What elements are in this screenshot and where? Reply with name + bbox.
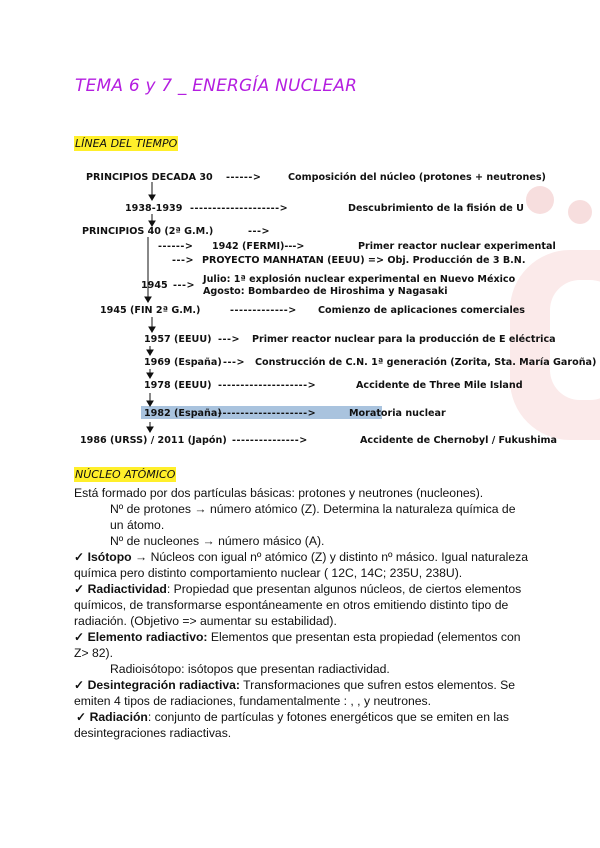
timeline-dash: ---> — [218, 334, 240, 345]
radiacion-paragraph — [76, 709, 509, 725]
timeline-dash: --------------------> — [218, 380, 317, 391]
desintegracion-line: emiten 4 tipos de radiaciones, fundamentalmente : , , y neutrones. — [74, 694, 432, 708]
timeline-label: PRINCIPIOS DECADA 30 — [86, 172, 213, 183]
timeline-event: Primer reactor nuclear para la producción de E eléctrica — [252, 334, 556, 345]
timeline-label: 1986 (URSS) / 2011 (Japón) — [80, 435, 227, 446]
nucleo-intro: Está formado por dos partículas básicas: protones y neutrones (nucleones). — [74, 486, 484, 500]
timeline-dash: ---> — [173, 280, 195, 291]
desintegracion-term: ✓ Desintegración radiactiva: — [74, 678, 240, 692]
timeline-event-detail: Agosto: Bombardeo de Hiroshima y Nagasaki — [203, 286, 448, 297]
isotopo-text: → Núcleos con igual nº atómico (Z) y distinto nº másico. Igual naturaleza — [131, 550, 528, 564]
radiacion-term: ✓ Radiación — [76, 710, 148, 724]
timeline-label: 1957 (EEUU) — [144, 334, 212, 345]
isotopo-paragraph — [74, 549, 528, 565]
isotopo-line: química pero distinto comportamiento nuclear ( 12C, 14C; 235U, 238U). — [74, 566, 463, 580]
timeline-dash: -------------> — [230, 305, 297, 316]
radiacion-line: desintegraciones radiactivas. — [74, 726, 232, 740]
elemento-paragraph — [74, 629, 521, 645]
nucleones-line: Nº de nucleones → número másico (A). — [110, 534, 325, 548]
timeline-event: 1942 (FERMI)---> — [212, 241, 305, 252]
radiactividad-line: químicos, de transformarse espontáneamente en otros emitiendo distinto tipo de — [74, 598, 509, 612]
timeline-event: Construcción de C.N. 1ª generación (Zorita, Sta. María Garoña) — [255, 357, 597, 368]
elemento-term: ✓ Elemento radiactivo: — [74, 630, 208, 644]
timeline-event: Moratoria nuclear — [349, 408, 446, 419]
timeline-event: Descubrimiento de la fisión de U — [348, 203, 524, 214]
radiactividad-line: radiación. (Objetivo => aumentar su estabilidad). — [74, 614, 337, 628]
isotopo-term: ✓ Isótopo — [74, 550, 132, 564]
radiacion-text: : conjunto de partículas y fotones energéticos que se emiten en las — [147, 710, 509, 724]
timeline-event-detail: Primer reactor nuclear experimental — [358, 241, 556, 252]
radiactividad-text: : Propiedad que presentan algunos núcleos, de ciertos elementos — [166, 582, 522, 596]
elemento-text: Elementos que presentan esta propiedad (elementos con — [207, 630, 521, 644]
timeline-label: 1969 (España) — [144, 357, 222, 368]
desintegracion-text: Transformaciones que sufren estos elementos. Se — [240, 678, 516, 692]
radiactividad-paragraph — [74, 581, 521, 597]
timeline-event: Comienzo de aplicaciones comerciales — [318, 305, 525, 316]
elemento-line: Z> 82). — [74, 646, 113, 660]
timeline-dash: ------> — [226, 172, 262, 183]
timeline-event: Accidente de Chernobyl / Fukushima — [360, 435, 557, 446]
timeline-event: Accidente de Three Mile Island — [356, 380, 523, 391]
timeline-label: 1938-1939 — [125, 203, 183, 214]
timeline-label: 1945 (FIN 2ª G.M.) — [100, 305, 201, 316]
timeline-dash: ---> — [248, 226, 270, 237]
timeline-dash: ---> — [223, 357, 245, 368]
protones-line: un átomo. — [110, 518, 165, 532]
nucleo-heading: NÚCLEO ATÓMICO — [75, 468, 176, 481]
page-title: TEMA 6 y 7 _ ENERGÍA NUCLEAR — [75, 76, 358, 96]
timeline-label: 1978 (EEUU) — [144, 380, 212, 391]
timeline-label: PRINCIPIOS 40 (2ª G.M.) — [82, 226, 214, 237]
protones-line: Nº de protones → número atómico (Z). Determina la naturaleza química de — [110, 502, 516, 516]
timeline-dash: ---> — [172, 255, 194, 266]
timeline-dash: ---------------> — [232, 435, 308, 446]
timeline-heading: LÍNEA DEL TIEMPO — [75, 137, 178, 150]
timeline-dash: --------------------> — [218, 408, 317, 419]
timeline-event: Composición del núcleo (protones + neutrones) — [288, 172, 546, 183]
timeline-label: 1945 — [141, 280, 168, 291]
radiactividad-term: ✓ Radiactividad — [74, 582, 167, 596]
timeline-label: 1982 (España) — [144, 408, 222, 419]
timeline-dash: ------> — [158, 241, 194, 252]
timeline-event: Julio: 1ª explosión nuclear experimental en Nuevo México — [203, 274, 516, 285]
timeline-event: PROYECTO MANHATAN (EEUU) => Obj. Producción de 3 B.N. — [202, 255, 526, 266]
radioisotopo-line: Radioisótopo: isótopos que presentan radiactividad. — [110, 662, 390, 676]
desintegracion-paragraph — [74, 677, 515, 693]
timeline-dash: --------------------> — [190, 203, 289, 214]
